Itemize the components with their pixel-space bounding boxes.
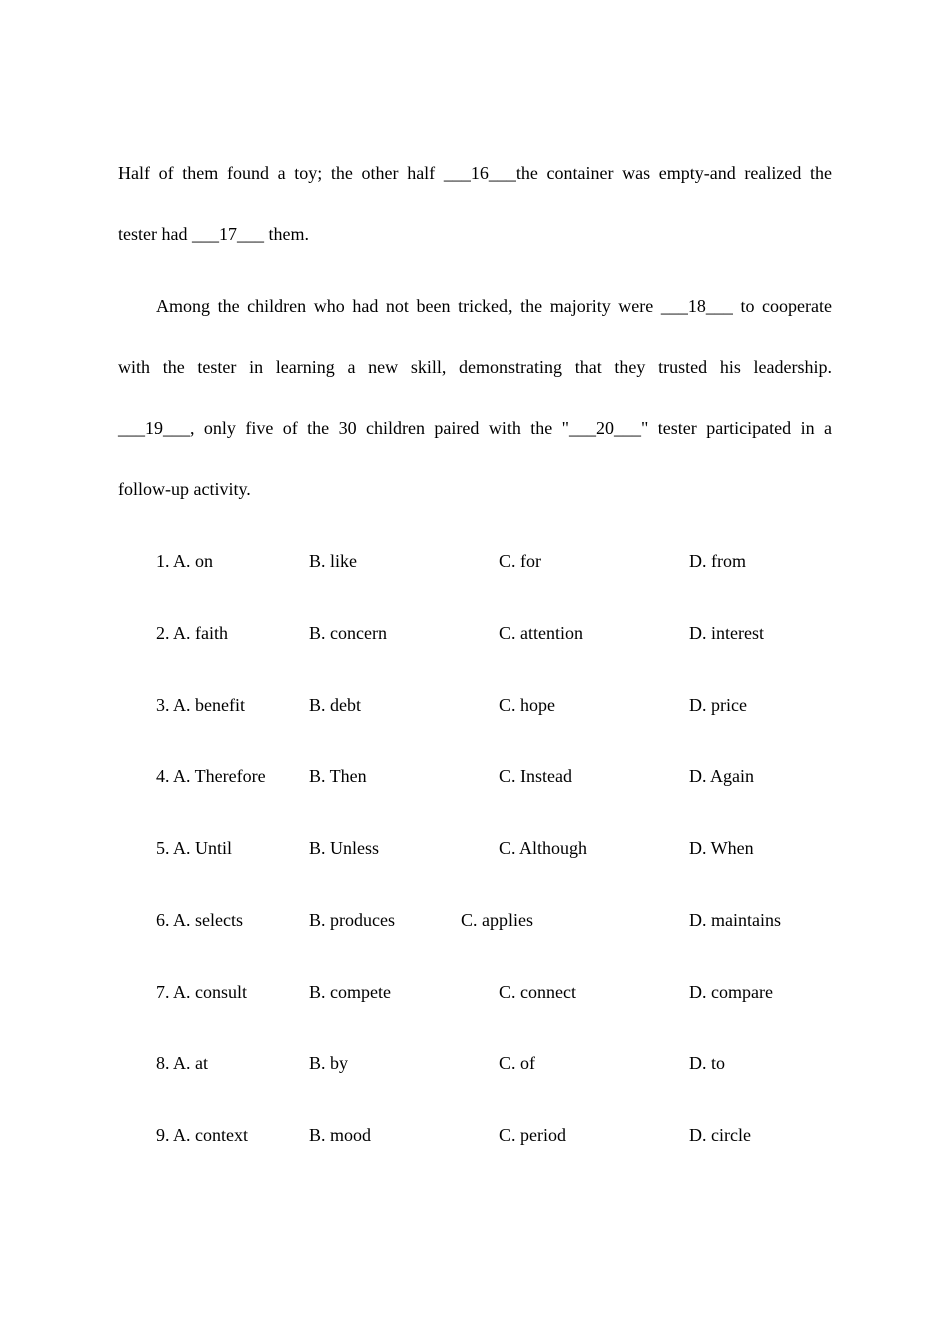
question-row-8 xyxy=(0,1048,950,1078)
paragraph-line: tester had ___17___ them. xyxy=(118,224,309,244)
paragraph-line: ___19___, only five of the 30 children paired with the "___20___" tester participated in a xyxy=(118,418,832,438)
option-a: 9. A. context xyxy=(156,1125,248,1145)
option-b: B. produces xyxy=(309,910,395,930)
question-row-6 xyxy=(0,905,950,935)
question-row-5 xyxy=(0,833,950,863)
option-d: D. When xyxy=(689,838,754,858)
option-c: C. hope xyxy=(499,695,555,715)
option-d: D. Again xyxy=(689,766,754,786)
option-b: B. compete xyxy=(309,982,391,1002)
option-b: B. debt xyxy=(309,695,361,715)
option-b: B. Unless xyxy=(309,838,380,858)
option-a: 4. A. Therefore xyxy=(156,766,266,786)
option-a: 8. A. at xyxy=(156,1053,208,1073)
option-d: D. to xyxy=(689,1053,725,1073)
question-row-2 xyxy=(0,618,950,648)
option-d: D. price xyxy=(689,695,747,715)
option-c: C. connect xyxy=(499,982,576,1002)
option-c: C. attention xyxy=(499,623,583,643)
option-a: 2. A. faith xyxy=(156,623,228,643)
option-d: D. circle xyxy=(689,1125,751,1145)
option-c: C. for xyxy=(499,551,541,571)
option-c: C. Instead xyxy=(499,766,572,786)
option-a: 6. A. selects xyxy=(156,910,243,930)
option-d: D. interest xyxy=(689,623,764,643)
option-d: D. from xyxy=(689,551,746,571)
option-b: B. like xyxy=(309,551,357,571)
option-a: 7. A. consult xyxy=(156,982,248,1002)
option-b: B. mood xyxy=(309,1125,372,1145)
passage-paragraph-2 xyxy=(118,276,832,520)
option-d: D. maintains xyxy=(689,910,781,930)
option-c: C. period xyxy=(499,1125,566,1145)
option-d: D. compare xyxy=(689,982,773,1002)
paragraph-line: follow-up activity. xyxy=(118,479,251,499)
question-row-4 xyxy=(0,761,950,791)
option-c: C. of xyxy=(499,1053,535,1073)
option-b: B. concern xyxy=(309,623,387,643)
question-row-3 xyxy=(0,690,950,720)
paragraph-line: Among the children who had not been tricked, the majority were ___18___ to cooperate xyxy=(156,296,832,316)
option-a: 5. A. Until xyxy=(156,838,233,858)
question-row-1 xyxy=(0,546,950,576)
option-b: B. Then xyxy=(309,766,367,786)
option-c: C. Although xyxy=(499,838,588,858)
option-c: C. applies xyxy=(461,910,533,930)
option-a: 3. A. benefit xyxy=(156,695,245,715)
passage-paragraph-1 xyxy=(118,143,832,265)
option-a: 1. A. on xyxy=(156,551,214,571)
question-row-9 xyxy=(0,1120,950,1150)
paragraph-line: with the tester in learning a new skill, demonstrating that they trusted his leadership. xyxy=(118,357,832,377)
option-b: B. by xyxy=(309,1053,349,1073)
paragraph-line: Half of them found a toy; the other half ___16___the container was empty-and realized the xyxy=(118,163,832,183)
question-row-7 xyxy=(0,977,950,1007)
